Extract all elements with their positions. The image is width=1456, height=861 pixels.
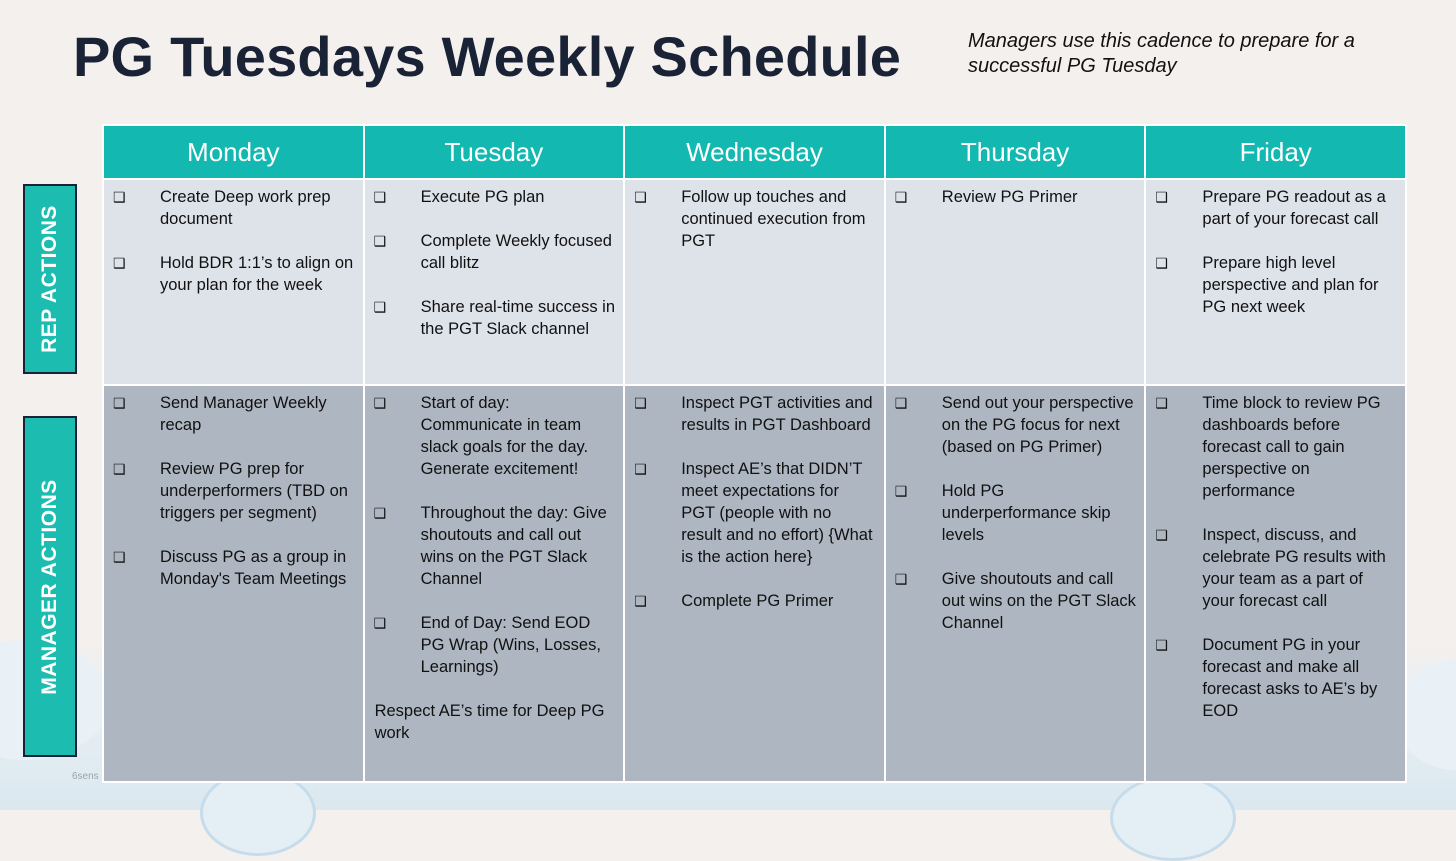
list-item: ❑ Inspect AE’s that DIDN’T meet expectations for PGT (people with no result and no effort) {What is the action here} (634, 460, 873, 566)
rep-cell-wednesday (625, 180, 884, 384)
cloud-decoration (1110, 775, 1236, 861)
list-item: ❑ Complete PG Primer (634, 592, 834, 610)
checkbox-icon: ❑ (894, 571, 908, 587)
list-item: ❑ Inspect PGT activities and results in PGT Dashboard (634, 394, 873, 434)
checkbox-icon: ❑ (373, 189, 387, 205)
list-item: ❑ Complete Weekly focused call blitz (373, 232, 612, 272)
checkbox-icon: ❑ (1155, 527, 1168, 543)
rep-actions-label (23, 184, 77, 374)
checkbox-icon: ❑ (1155, 395, 1168, 411)
manager-cell-friday (1146, 386, 1405, 781)
checkbox-icon: ❑ (634, 593, 647, 609)
list-item: ❑ Share real-time success in the PGT Slack channel (373, 298, 616, 338)
checkbox-icon: ❑ (373, 395, 387, 411)
header-friday: Friday (1146, 126, 1405, 178)
list-item: ❑ Start of day: Communicate in team slack goals for the day. Generate excitement! (373, 394, 589, 478)
checkbox-icon: ❑ (113, 549, 126, 565)
checkbox-icon: ❑ (1155, 637, 1168, 653)
list-item: ❑ Give shoutouts and call out wins on the PGT Slack Channel (894, 570, 1136, 632)
footer-brand: 6sens (72, 771, 99, 782)
list-item: ❑ Review PG prep for underperformers (TBD on triggers per segment) (113, 460, 348, 522)
checkbox-icon: ❑ (894, 483, 908, 499)
list-item: ❑ Review PG Primer (894, 188, 1078, 206)
header-monday: Monday (104, 126, 363, 178)
manager-cell-wednesday (625, 386, 884, 781)
checkbox-icon: ❑ (894, 189, 908, 205)
checkbox-icon: ❑ (894, 395, 908, 411)
list-item: ❑ Hold PG underperformance skip levels (894, 482, 1111, 544)
rep-cell-tuesday (365, 180, 624, 384)
list-item: ❑ Send Manager Weekly recap (113, 394, 327, 434)
header-thursday: Thursday (886, 126, 1145, 178)
header-wednesday: Wednesday (625, 126, 884, 178)
manager-actions-text: MANAGER ACTIONS (38, 478, 61, 695)
list-item: ❑ Create Deep work prep document (113, 188, 331, 228)
checkbox-icon: ❑ (113, 461, 126, 477)
list-item: ❑ Send out your perspective on the PG focus for next (based on PG Primer) (894, 394, 1134, 456)
page-subtitle: Managers use this cadence to prepare for a successful PG Tuesday (968, 30, 1355, 77)
list-item: ❑ Prepare PG readout as a part of your forecast call (1155, 188, 1386, 228)
list-item: ❑ Document PG in your forecast and make all forecast asks to AE’s by EOD (1155, 636, 1378, 720)
checkbox-icon: ❑ (634, 461, 647, 477)
checkbox-icon: ❑ (373, 233, 387, 249)
rep-cell-monday (104, 180, 363, 384)
list-item: ❑ End of Day: Send EOD PG Wrap (Wins, Losses, Learnings) (373, 614, 601, 676)
list-item: ❑ Discuss PG as a group in Monday's Team Meetings (113, 548, 347, 588)
checkbox-icon: ❑ (113, 189, 126, 205)
checkbox-icon: ❑ (113, 395, 126, 411)
checkbox-icon: ❑ (373, 299, 387, 315)
list-item: ❑ Inspect, discuss, and celebrate PG results with your team as a part of your forecast call (1155, 526, 1386, 610)
schedule-table (102, 124, 1407, 783)
list-item: ❑ Time block to review PG dashboards before forecast call to gain perspective on performance (1155, 394, 1381, 500)
rep-actions-text: REP ACTIONS (38, 205, 62, 353)
checkbox-icon: ❑ (1155, 189, 1168, 205)
list-item: ❑ Prepare high level perspective and plan for PG next week (1155, 254, 1379, 316)
checkbox-icon: ❑ (634, 395, 647, 411)
checkbox-icon: ❑ (113, 255, 126, 271)
checkbox-icon: ❑ (634, 189, 647, 205)
checkbox-icon: ❑ (373, 505, 387, 521)
list-item: ❑ Throughout the day: Give shoutouts and call out wins on the PGT Slack Channel (373, 504, 607, 588)
list-item: ❑ Execute PG plan (373, 188, 545, 206)
checkbox-icon: ❑ (373, 615, 387, 631)
header-tuesday: Tuesday (365, 126, 624, 178)
manager-note: Respect AE’s time for Deep PG work (374, 702, 605, 742)
checkbox-icon: ❑ (1155, 255, 1168, 271)
list-item: ❑ Hold BDR 1:1’s to align on your plan for the week (113, 254, 354, 294)
list-item: ❑ Follow up touches and continued execution from PGT (634, 188, 866, 250)
manager-cell-thursday (886, 386, 1145, 781)
rep-cell-friday (1146, 180, 1405, 384)
rep-cell-thursday (886, 180, 1145, 384)
manager-cell-tuesday (365, 386, 624, 781)
page-title: PG Tuesdays Weekly Schedule (73, 25, 902, 88)
manager-actions-label (23, 416, 77, 757)
manager-cell-monday (104, 386, 363, 781)
